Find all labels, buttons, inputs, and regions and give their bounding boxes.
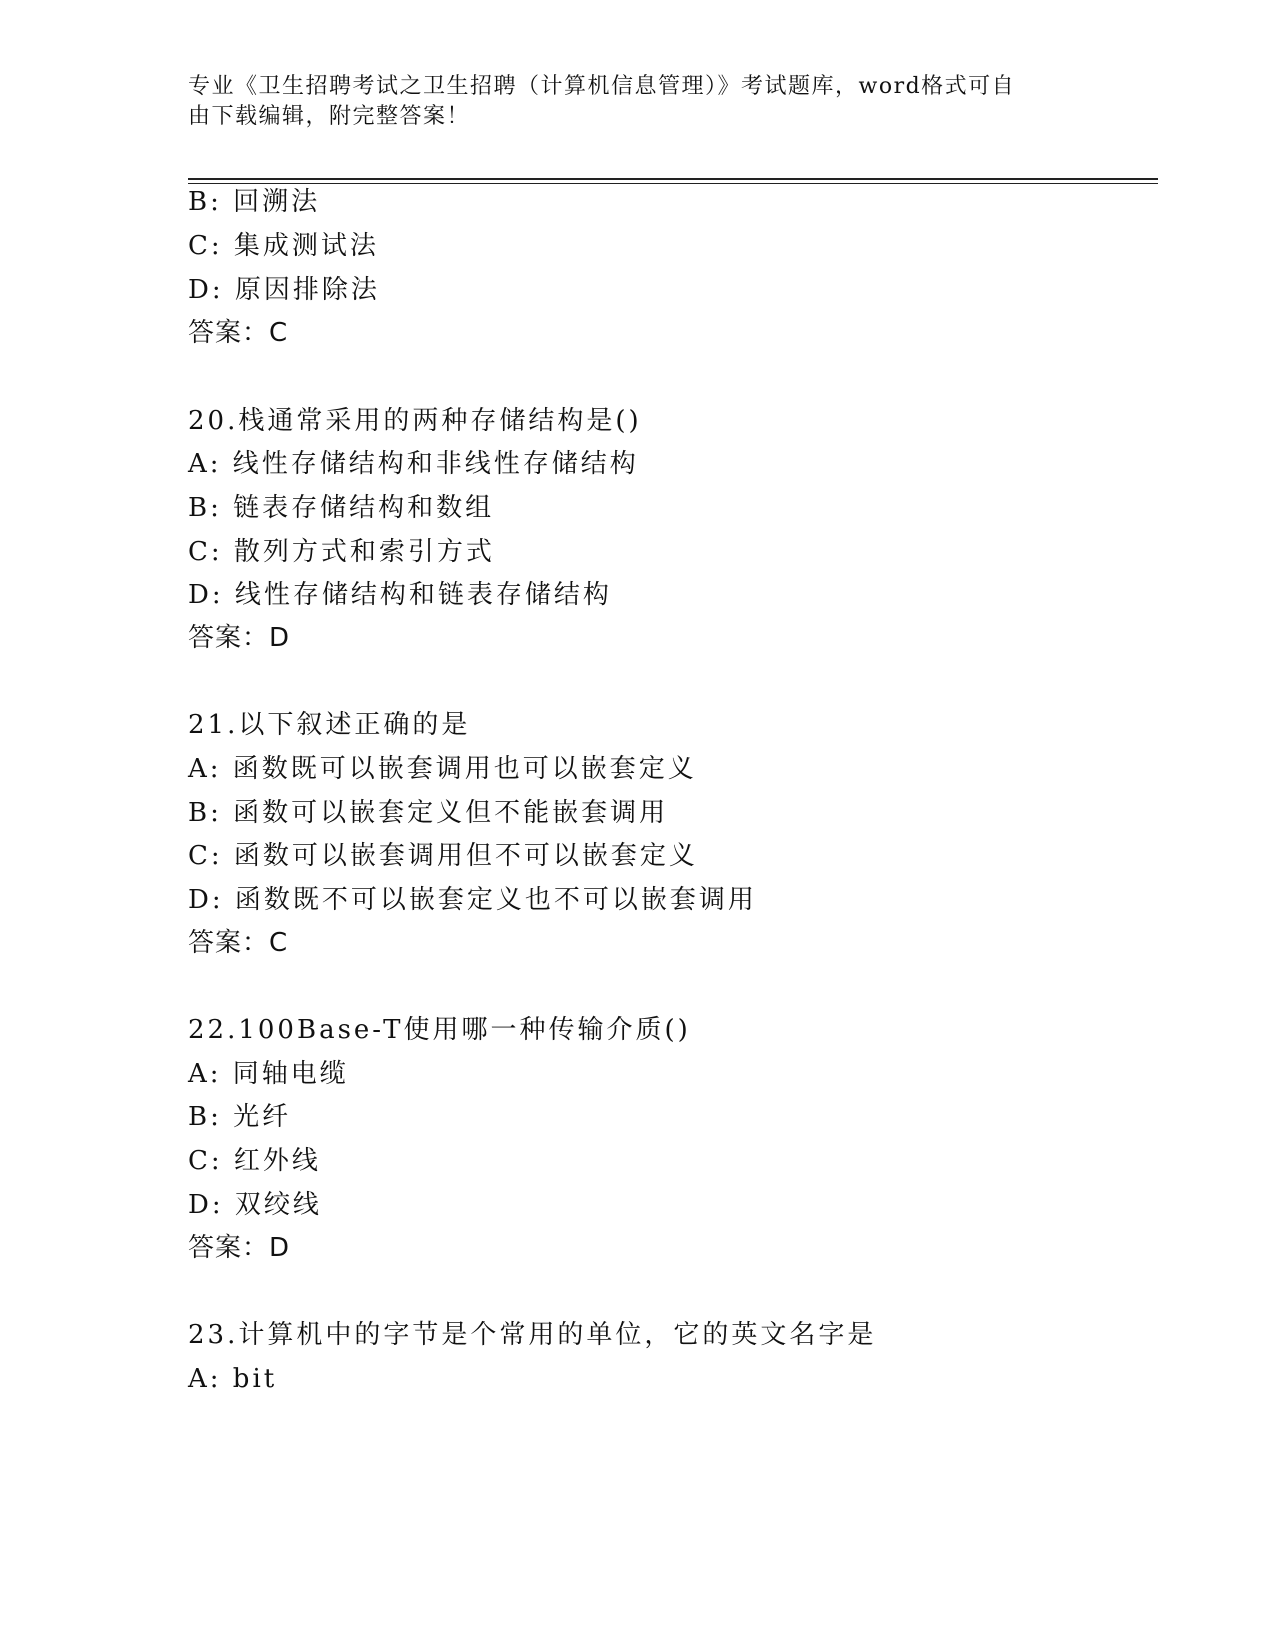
- q22-stem: 22.100Base-T使用哪一种传输介质(): [188, 1015, 691, 1045]
- q21-option-b: B: 函数可以嵌套定义但不能嵌套调用: [188, 798, 669, 828]
- header-line-1: 专业《卫生招聘考试之卫生招聘（计算机信息管理）》考试题库，word格式可自: [188, 74, 1016, 99]
- q22-option-d: D: 双绞线: [188, 1190, 322, 1220]
- q19-option-c: C: 集成测试法: [188, 231, 379, 261]
- q21-option-a: A: 函数既可以嵌套调用也可以嵌套定义: [188, 754, 697, 784]
- q21-option-d: D: 函数既不可以嵌套定义也不可以嵌套调用: [188, 885, 757, 915]
- q23-stem: 23.计算机中的字节是个常用的单位，它的英文名字是: [188, 1320, 877, 1350]
- q21-answer: 答案：C: [188, 928, 289, 958]
- header-divider-thick: [188, 178, 1158, 180]
- q22-option-b: B: 光纤: [188, 1102, 292, 1132]
- q19-option-b: B: 回溯法: [188, 187, 321, 217]
- q20-option-a: A: 线性存储结构和非线性存储结构: [188, 449, 639, 479]
- q20-stem: 20.栈通常采用的两种存储结构是(): [188, 406, 642, 436]
- q19-answer: 答案：C: [188, 318, 289, 348]
- q20-option-d: D: 线性存储结构和链表存储结构: [188, 580, 612, 610]
- document-header: [188, 72, 1088, 132]
- q23-option-a: A: bit: [188, 1364, 278, 1394]
- q22-answer: 答案：D: [188, 1233, 291, 1263]
- q20-option-b: B: 链表存储结构和数组: [188, 493, 495, 523]
- q20-answer: 答案：D: [188, 623, 291, 653]
- q22-option-a: A: 同轴电缆: [188, 1059, 349, 1089]
- header-divider-thin: [188, 183, 1158, 184]
- header-line-2: 由下载编辑，附完整答案！: [188, 104, 471, 129]
- q22-option-c: C: 红外线: [188, 1146, 321, 1176]
- q20-option-c: C: 散列方式和索引方式: [188, 537, 495, 567]
- q19-option-d: D: 原因排除法: [188, 275, 380, 305]
- q21-stem: 21.以下叙述正确的是: [188, 710, 471, 740]
- q21-option-c: C: 函数可以嵌套调用但不可以嵌套定义: [188, 841, 698, 871]
